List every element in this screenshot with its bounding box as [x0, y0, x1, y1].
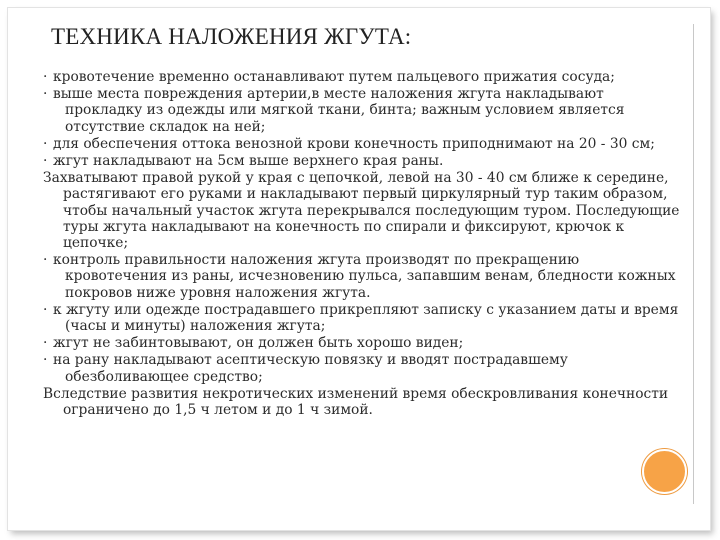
list-item [43, 302, 683, 334]
list-item [43, 69, 683, 85]
bullet-marker: · [43, 135, 48, 152]
list-item-text: кровотечение временно останавливают путем пальцевого прижатия сосуда; [53, 69, 615, 85]
bullet-marker: · [43, 86, 48, 103]
list-item [43, 252, 683, 301]
list-item [43, 352, 683, 384]
bullet-marker: · [43, 153, 48, 170]
list-item [43, 86, 683, 135]
list-item-text: жгут не забинтовывают, он должен быть хорошо виден; [53, 335, 464, 352]
list-item [43, 153, 683, 169]
list-item-text: Захватывают правой рукой у края с цепочкой, левой на 30 - 40 см ближе к середине, растягивают его руками и накладывают первый циркулярный тур таким образом, чтобы начальный участок жгута перекрывался последующим туром. Последующие туры жгута накладывают на конечность по спирали и фиксируют, крючок к цепочке; [43, 170, 680, 252]
orange-circle-decoration [642, 449, 687, 494]
decorative-side-line [693, 24, 694, 504]
list-item-text: выше места повреждения артерии,в месте наложения жгута накладывают прокладку из одежды или мягкой ткани, бинта; важным условием является отсутствие складок на ней; [53, 86, 625, 135]
bullet-marker: · [43, 335, 48, 352]
list-item-text: Вследствие развития некротических изменений время обескровливания конечности ограничено до 1,5 ч летом и до 1 ч зимой. [43, 385, 669, 419]
list-item [43, 136, 683, 152]
list-item [43, 170, 683, 251]
list-item [43, 335, 683, 351]
bullet-marker: · [43, 352, 48, 369]
list-item-text: для обеспечения оттока венозной крови конечность приподнимают на 20 - 30 см; [53, 135, 655, 152]
bullet-list [43, 69, 683, 419]
slide-title: ТЕХНИКА НАЛОЖЕНИЯ ЖГУТА: [51, 24, 412, 49]
list-item-text: к жгуту или одежде пострадавшего прикрепляют записку с указанием даты и время (часы и минуты) наложения жгута; [53, 301, 679, 335]
list-item-text: на рану накладывают асептическую повязку и вводят пострадавшему обезболивающее средство; [53, 352, 568, 385]
bullet-marker: · [43, 301, 48, 318]
list-item-text: контроль правильности наложения жгута производят по прекращению кровотечения из раны, исчезновению пульса, запавшим венам, бледности кожных покровов ниже уровня наложения жгута. [53, 252, 676, 301]
bullet-marker: · [43, 69, 48, 85]
list-item-text: жгут накладывают на 5см выше верхнего края раны. [53, 153, 444, 170]
list-item [43, 386, 683, 418]
bullet-marker: · [43, 252, 48, 269]
